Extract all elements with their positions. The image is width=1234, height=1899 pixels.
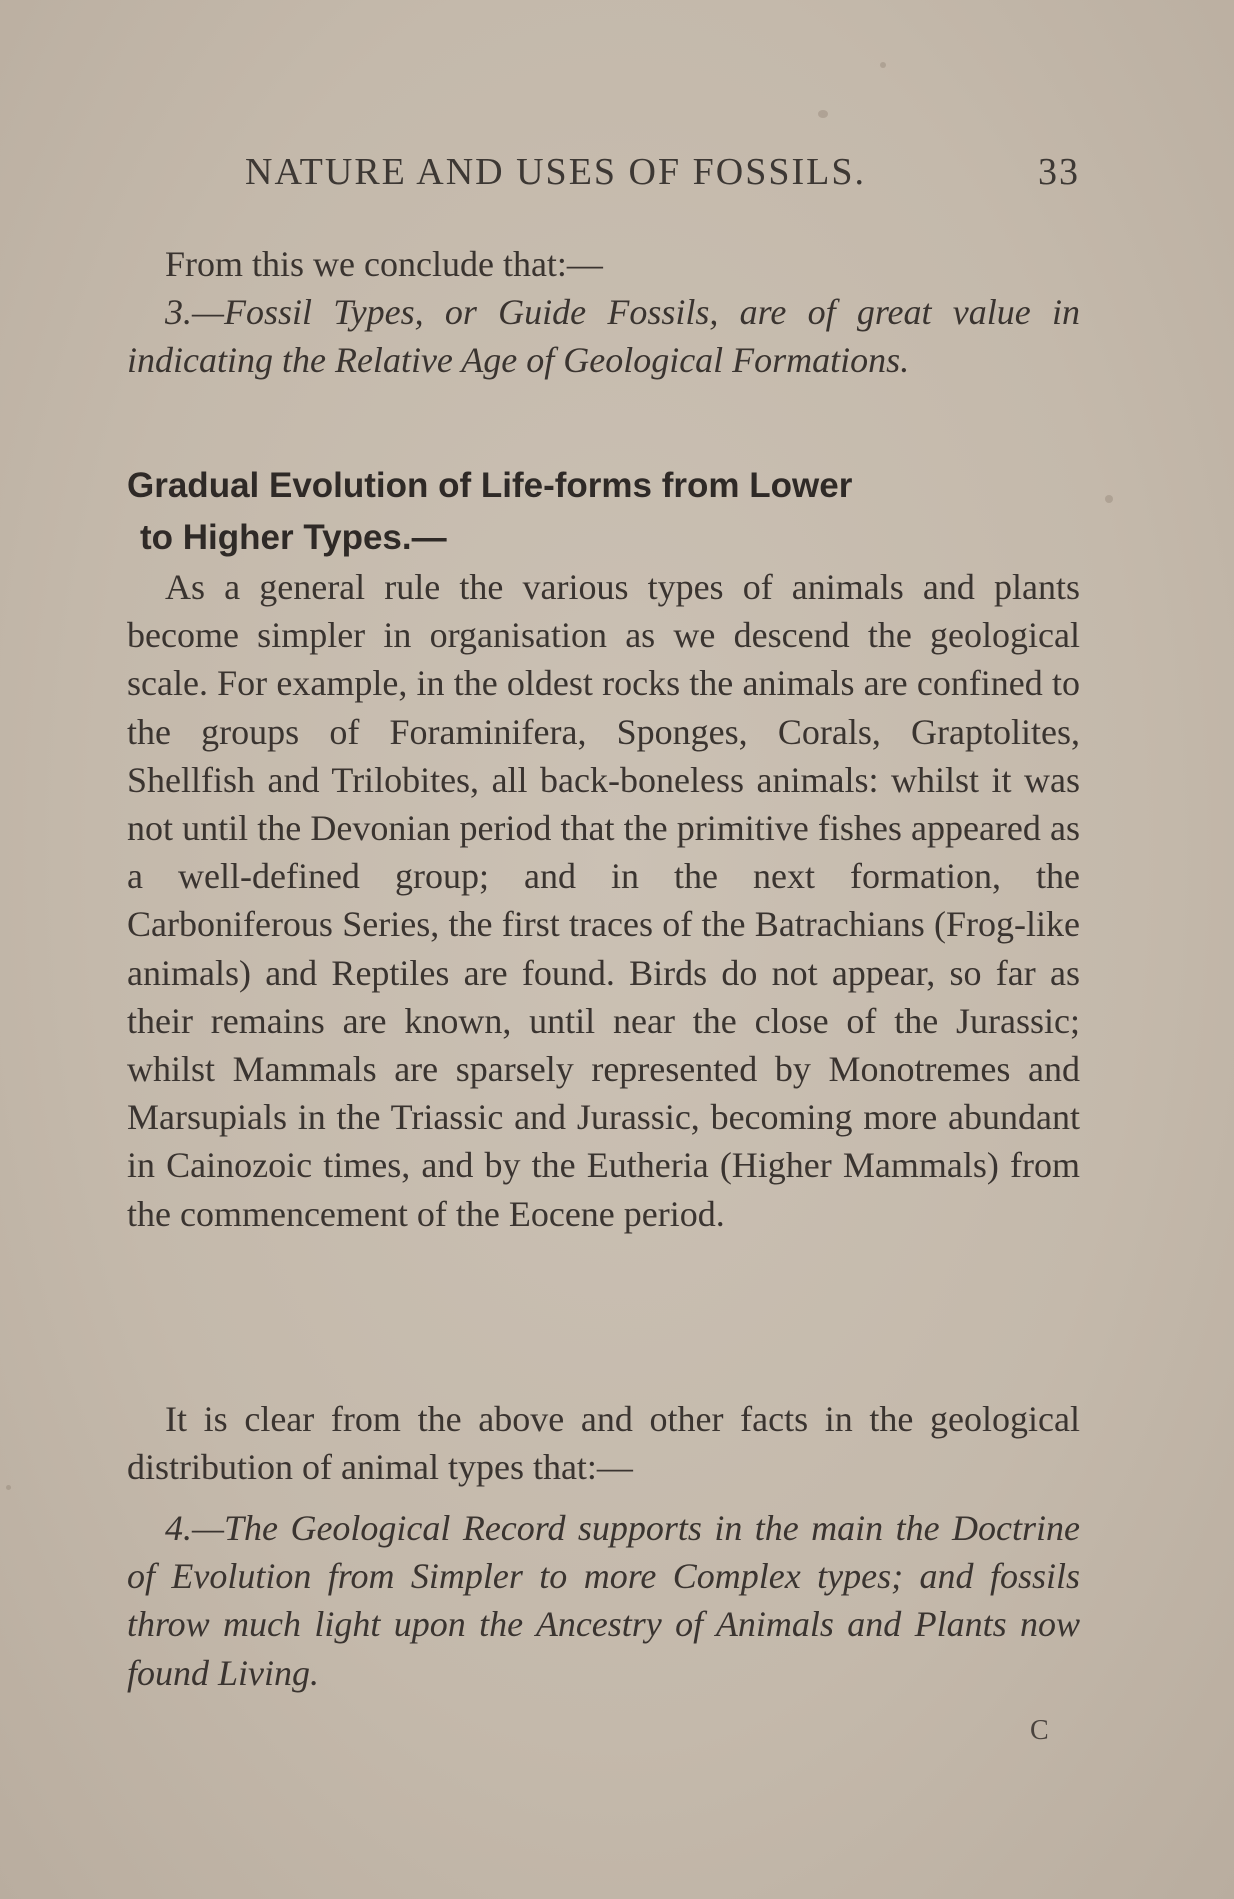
paper-speck	[6, 1485, 11, 1490]
section-heading-line1: Gradual Evolution of Life-forms from Lower	[127, 466, 853, 505]
body-paragraph-2: It is clear from the above and other facts in the geological distribution of animal types that:—	[127, 1399, 1080, 1488]
paper-speck	[818, 110, 828, 118]
paper-speck	[1105, 495, 1113, 503]
section-heading	[127, 460, 1057, 564]
running-header	[245, 150, 1080, 200]
page-number: 33	[1038, 151, 1080, 193]
intro-block	[127, 240, 1080, 385]
body-paragraph-1-block	[127, 563, 1080, 1238]
signature-mark: C	[1030, 1715, 1049, 1746]
body-paragraph-1: As a general rule the various types of animals and plants become simpler in organisation as we descend the geological scale. For example, in the oldest rocks the animals are confined to the groups of Foraminifera, Sponges, Corals, Graptolites, Shellfish and Trilobites, all back-boneless animals: whilst it was not until the Devonian period that the primitive fishes appeared as a well-defined group; and in the next formation, the Carboniferous Series, the first traces of the Batrachians (Frog-like animals) and Reptiles are found. Birds do not appear, so far as their remains are known, until near the close of the Jurassic; whilst Mammals are sparsely represented by Monotremes and Marsupials in the Triassic and Jurassic, becoming more abundant in Cainozoic times, and by the Eutheria (Higher Mammals) from the commencement of the Eocene period.	[127, 567, 1080, 1234]
running-title: NATURE AND USES OF FOSSILS.	[245, 151, 866, 193]
intro-lead: From this we conclude that:—	[165, 244, 603, 284]
conclusion-3: 3.—Fossil Types, or Guide Fossils, are of great value in indicating the Relative Age of Geological Formations.	[127, 292, 1080, 381]
conclusion-4: 4.—The Geological Record supports in the main the Doctrine of Evolution from Simpler to more Complex types; and fossils throw much light upon the Ancestry of Animals and Plants now found Living.	[127, 1508, 1080, 1693]
paper-speck	[880, 62, 886, 68]
section-heading-line2: to Higher Types.—	[140, 518, 447, 557]
body-paragraph-2-block	[127, 1395, 1080, 1491]
conclusion-4-block	[127, 1504, 1080, 1697]
